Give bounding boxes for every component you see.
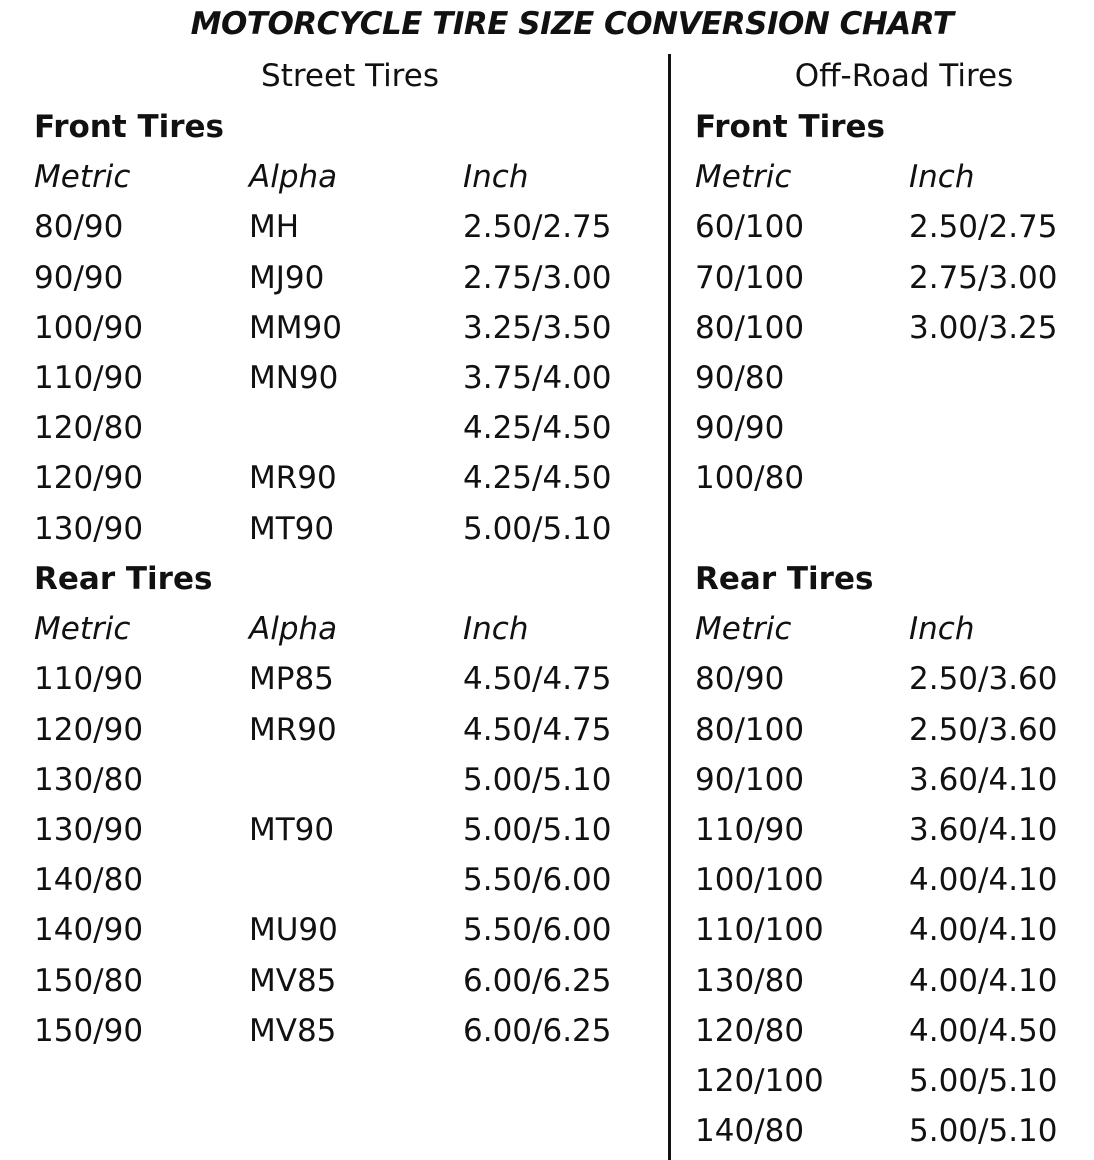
street-front-title: Front Tires [34,109,224,145]
table-cell: MT90 [249,812,335,848]
column-header: Alpha [249,159,338,196]
table-cell: MT90 [249,510,335,547]
table-cell: 4.25/4.50 [463,410,612,447]
table-cell: 4.00/4.10 [909,962,1058,999]
table-cell: 5.00/5.10 [909,1113,1058,1150]
table-cell: 4.25/4.50 [463,460,612,497]
table-cell: 140/90 [34,912,144,949]
column-header: Inch [909,611,975,648]
table-cell: MM90 [249,309,342,346]
table-cell: 120/80 [695,1012,805,1049]
column-header: Metric [695,159,792,196]
table-cell: 5.00/5.10 [463,812,612,848]
table-cell: 2.50/3.60 [909,661,1058,698]
table-cell: 5.50/6.00 [463,912,612,949]
table-cell: 2.50/2.75 [909,209,1058,246]
table-cell: 3.00/3.25 [909,309,1058,346]
table-cell: 120/90 [34,711,144,748]
table-cell: MV85 [249,962,337,999]
column-header: Inch [463,611,529,648]
table-cell: MH [249,209,300,246]
table-cell: 3.75/4.00 [463,360,612,396]
table-cell: 130/80 [695,962,805,999]
table-cell: 150/90 [34,1012,144,1049]
table-cell: 4.50/4.75 [463,711,612,748]
table-cell: 4.00/4.10 [909,862,1058,899]
table-cell: 6.00/6.25 [463,1012,612,1049]
table-cell: 130/90 [34,510,144,547]
table-cell: 5.00/5.10 [463,761,612,798]
table-cell: 100/100 [695,862,824,899]
column-header: Metric [34,611,131,648]
offroad-rear-title: Rear Tires [695,561,874,597]
street-tires-heading: Street Tires [261,58,439,94]
table-cell: 90/80 [695,360,785,396]
table-cell: 80/100 [695,711,805,748]
column-header: Alpha [249,611,338,648]
table-cell: 140/80 [695,1113,805,1150]
street-rear-title: Rear Tires [34,561,213,597]
table-cell: MN90 [249,360,339,396]
table-cell: 80/100 [695,309,805,346]
table-cell: 4.00/4.10 [909,912,1058,949]
offroad-front-title: Front Tires [695,109,885,145]
table-cell: 120/90 [34,460,144,497]
table-cell: MU90 [249,912,338,949]
table-cell: 100/80 [695,460,805,497]
table-cell: 3.25/3.50 [463,309,612,346]
column-divider [668,54,671,1160]
table-cell: 2.75/3.00 [909,259,1058,296]
table-cell: 4.00/4.50 [909,1012,1058,1049]
table-cell: 4.50/4.75 [463,661,612,698]
table-cell: 130/80 [34,761,144,798]
table-cell: 90/100 [695,761,805,798]
table-cell: 5.50/6.00 [463,862,612,899]
table-cell: 3.60/4.10 [909,761,1058,798]
table-cell: 110/100 [695,912,824,949]
offroad-tires-heading: Off-Road Tires [794,58,1014,94]
table-cell: 60/100 [695,209,805,246]
table-cell: 6.00/6.25 [463,962,612,999]
table-cell: 90/90 [695,410,785,447]
table-cell: 5.00/5.10 [463,510,612,547]
column-header: Metric [34,159,131,196]
table-cell: 120/100 [695,1063,824,1099]
table-cell: 110/90 [695,812,805,848]
table-cell: 130/90 [34,812,144,848]
table-cell: 110/90 [34,360,144,396]
table-cell: 2.75/3.00 [463,259,612,296]
table-cell: 120/80 [34,410,144,447]
table-cell: 2.50/3.60 [909,711,1058,748]
table-cell: MJ90 [249,259,325,296]
chart-title: MOTORCYCLE TIRE SIZE CONVERSION CHART [190,6,954,42]
table-cell: 5.00/5.10 [909,1063,1058,1099]
table-cell: 100/90 [34,309,144,346]
table-cell: 110/90 [34,661,144,698]
table-cell: 90/90 [34,259,124,296]
column-header: Metric [695,611,792,648]
table-cell: 2.50/2.75 [463,209,612,246]
table-cell: MV85 [249,1012,337,1049]
table-cell: 150/80 [34,962,144,999]
table-cell: MR90 [249,460,337,497]
table-cell: MR90 [249,711,337,748]
table-cell: 80/90 [34,209,124,246]
table-cell: 140/80 [34,862,144,899]
table-cell: 3.60/4.10 [909,812,1058,848]
table-cell: 80/90 [695,661,785,698]
table-cell: 70/100 [695,259,805,296]
table-cell: MP85 [249,661,334,698]
column-header: Inch [463,159,529,196]
column-header: Inch [909,159,975,196]
